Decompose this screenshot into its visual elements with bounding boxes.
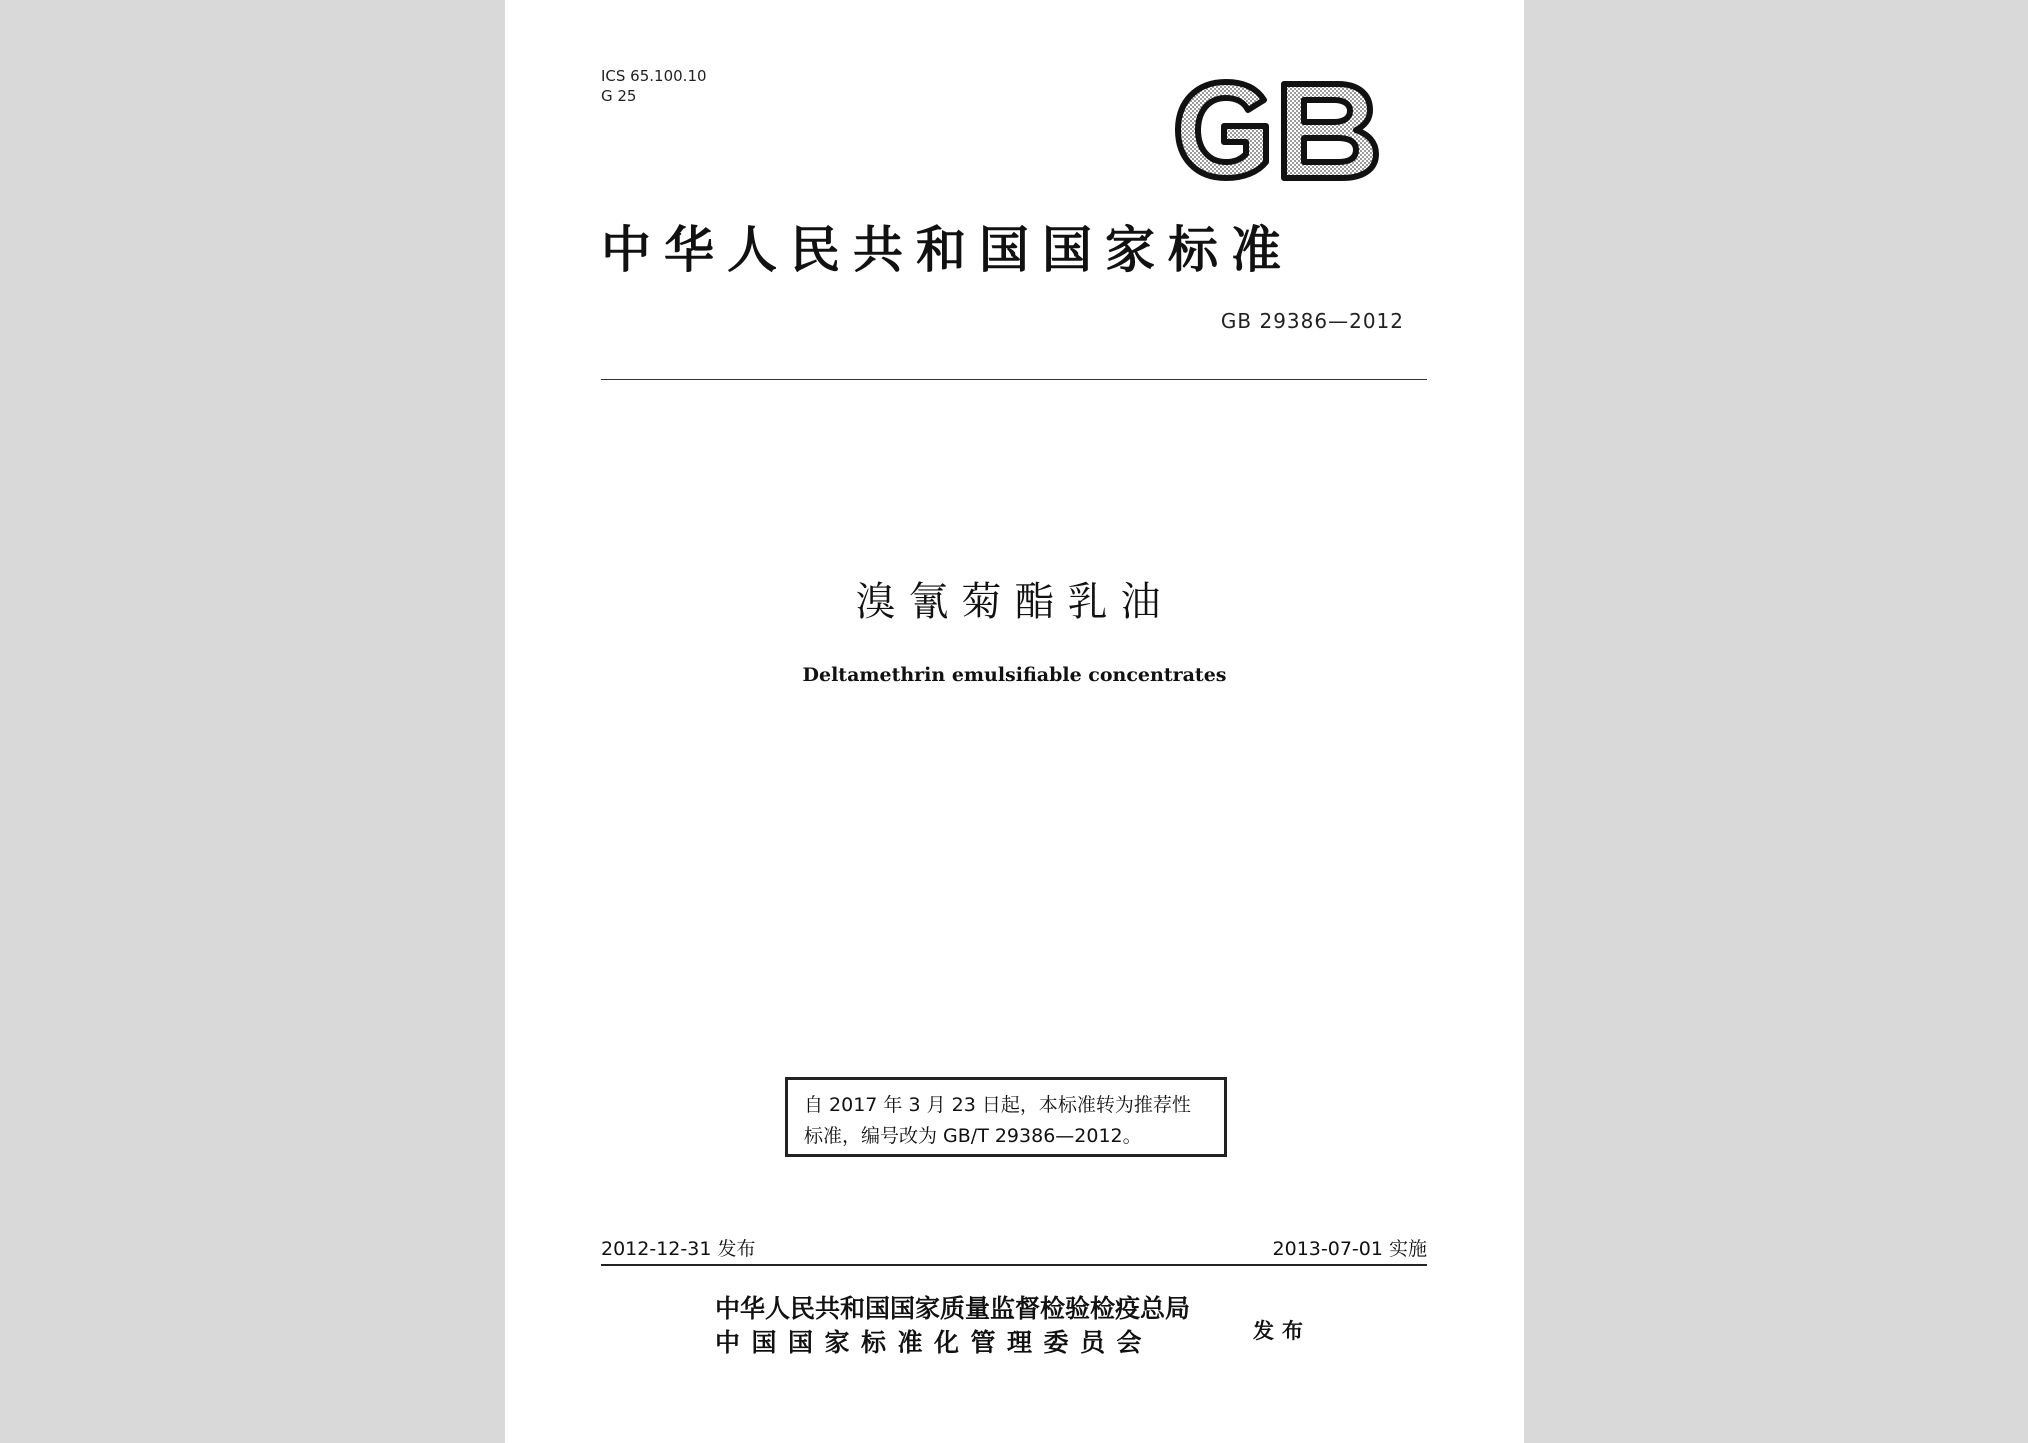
notice-line-1: 自 2017 年 3 月 23 日起，本标准转为推荐性 xyxy=(804,1094,1191,1116)
notice-line-2: 标准，编号改为 GB/T 29386—2012。 xyxy=(804,1125,1142,1147)
ccs-code: G 25 xyxy=(601,87,637,105)
publish-label: 发布 xyxy=(1253,1319,1311,1343)
national-standard-title: 中华人民共和国国家标准 xyxy=(601,221,1294,279)
top-divider xyxy=(601,379,1427,380)
standard-number: GB 29386—2012 xyxy=(1220,309,1404,333)
issuing-authorities xyxy=(715,1292,1190,1360)
notice-box xyxy=(785,1077,1227,1157)
document-page xyxy=(505,0,1524,1443)
bottom-divider xyxy=(601,1264,1427,1266)
implementation-date: 2013-07-01 实施 xyxy=(1272,1238,1427,1260)
issuer-aqsiq: 中华人民共和国国家质量监督检验检疫总局 xyxy=(715,1294,1191,1323)
issuer-sac: 中国国家标准化管理委员会 xyxy=(715,1328,1154,1357)
ics-code: ICS 65.100.10 xyxy=(601,67,707,85)
document-title-chinese: 溴氰菊酯乳油 xyxy=(855,579,1174,625)
document-title-english: Deltamethrin emulsifiable concentrates xyxy=(802,664,1227,686)
gb-logo xyxy=(1172,78,1382,182)
classification-codes xyxy=(601,66,707,106)
issue-date: 2012-12-31 发布 xyxy=(601,1238,756,1260)
